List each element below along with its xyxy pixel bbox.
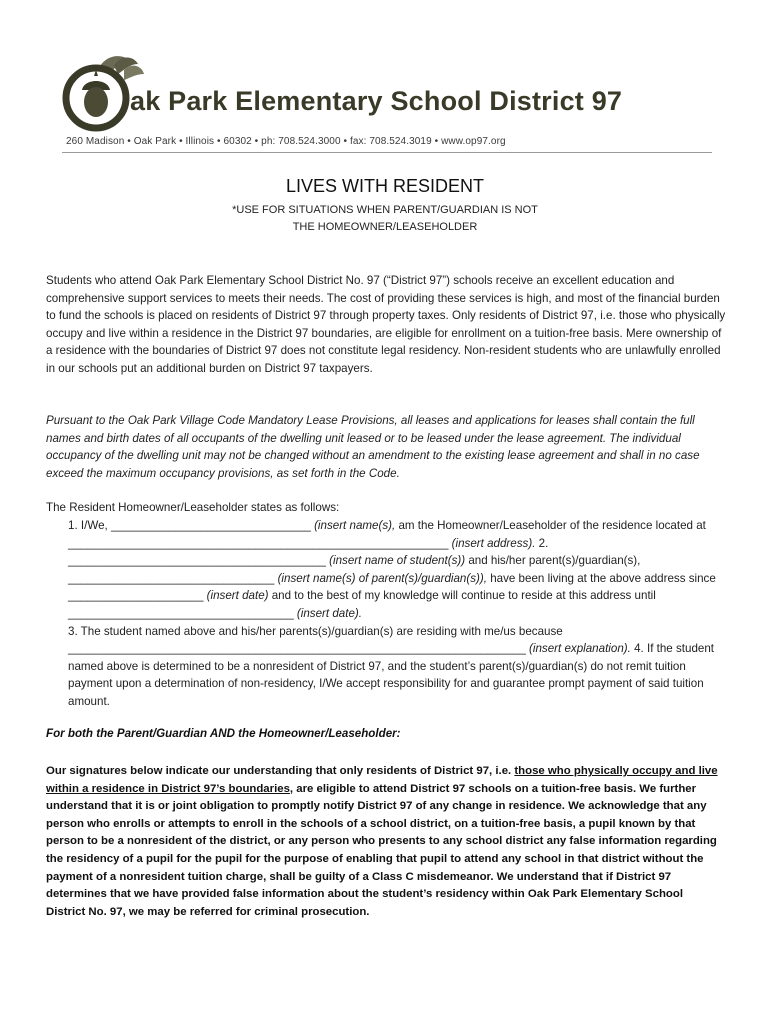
statement-2-date-hint: (insert date)	[206, 589, 269, 603]
statement-2-body: and his/her parent(s)/guardian(s), ________________________________	[68, 554, 641, 585]
statement-2-parent-hint: (insert name(s) of parent(s)/guardian(s)),	[277, 571, 487, 585]
form-subtitle: *USE FOR SITUATIONS WHEN PARENT/GUARDIAN IS NOT THE HOMEOWNER/LEASEHOLDER	[232, 204, 538, 233]
header-divider	[62, 152, 712, 153]
statement-2-until-hint: (insert date).	[296, 606, 362, 620]
statement-3-explanation-hint: (insert explanation).	[529, 642, 631, 656]
statement-2-lead: 2. ________________________________________	[68, 536, 549, 568]
statement-1-body: am the Homeowner/Leaseholder of the residence located at ___________________________________________________________	[68, 519, 706, 550]
statement-3-body: 3. The student named above and his/her parents(s)/guardian(s) are residing with me/us because _______________________________________________________________________	[68, 624, 563, 656]
parent-guardian-heading: For both the Parent/Guardian AND the Homeowner/Leaseholder:	[46, 727, 401, 740]
lease-provisions-paragraph: Pursuant to the Oak Park Village Code Mandatory Lease Provisions, all leases and applications for leases shall contain the full names and birth dates of all occupants of the dwelling unit leased or to be leased under the lease agreement. The individual occupancy of the dwelling unit may not be changed without an amendment to the existing lease agreement and shall in no case exceed the maximum occupancy provisions, as set forth in the Code.	[46, 414, 700, 480]
resident-statements	[68, 517, 720, 711]
signature-acknowledgement	[46, 763, 722, 921]
statement-1-address-hint: (insert address).	[451, 536, 536, 550]
states-intro: The Resident Homeowner/Leaseholder states as follows:	[46, 501, 340, 514]
statement-2-since: have been living at the above address since _____________________	[68, 571, 716, 603]
signature-body: , are eligible to attend District 97 schools on a tuition-free basis. We further understand that it is or joint obligation to promptly notify District 97 of any change in residence. We acknowledge that any person who enrolls or attempts to enroll in the schools of a school district, on a tuition-free basis, a pupil known by that person to be a nonresident of the district, or any person who presents to any school district any false information regarding the residency of a pupil for the pupil for the purpose of enabling that pupil to attend any school in that district without the payment of a nonresident tuition charge, shall be guilty of a Class C misdemeanor. We understand that if District 97 determines that we have provided false information about the student’s residency within Oak Park Elementary School District No. 97, we may be referred for criminal prosecution.	[46, 782, 717, 918]
letterhead	[58, 52, 718, 156]
intro-paragraph: Students who attend Oak Park Elementary School District No. 97 (“District 97”) schools receive an excellent education and comprehensive support services to meets their needs. The cost of providing these services is high, and most of the financial burden to fund the schools is placed on residents of District 97 through property taxes. Only residents of District 97, i.e. those who physically occupy and live within a residence in the District 97 boundaries, are eligible for enrollment on a tuition-free basis. Mere ownership of a residence with the boundaries of District 97 does not constitute legal residency. Non-resident students who are unlawfully enrolled in our schools put an additional burden on District 97 taxpayers.	[46, 274, 726, 375]
signature-lead: Our signatures below indicate our understanding that only residents of District 97, i.e.	[46, 765, 515, 777]
signature-underlined-clause: those who physically occupy and live within a residence in District 97’s boundaries	[46, 765, 718, 795]
statement-2-until: and to the best of my knowledge will continue to reside at this address until ___________________________________	[68, 589, 656, 620]
statement-1-lead: 1. I/We, _______________________________	[68, 519, 315, 532]
district-name: ak Park Elementary School District 97	[130, 86, 623, 116]
statement-4-body: 4. If the student named above is determined to be a nonresident of District 97, and the student’s parent(s)/guardian(s) do not remit tuition payment upon a determination of non-residency, I/We accept responsibility for and guarantee prompt payment of said tuition amount.	[68, 642, 715, 708]
contact-line: 260 Madison • Oak Park • Illinois • 60302 • ph: 708.524.3000 • fax: 708.524.3019 • www.op97.org	[66, 136, 506, 147]
form-title: LIVES WITH RESIDENT	[285, 176, 485, 196]
statement-1-name-hint: (insert name(s),	[314, 519, 396, 532]
statement-2-student-hint: (insert name of student(s))	[329, 554, 466, 568]
